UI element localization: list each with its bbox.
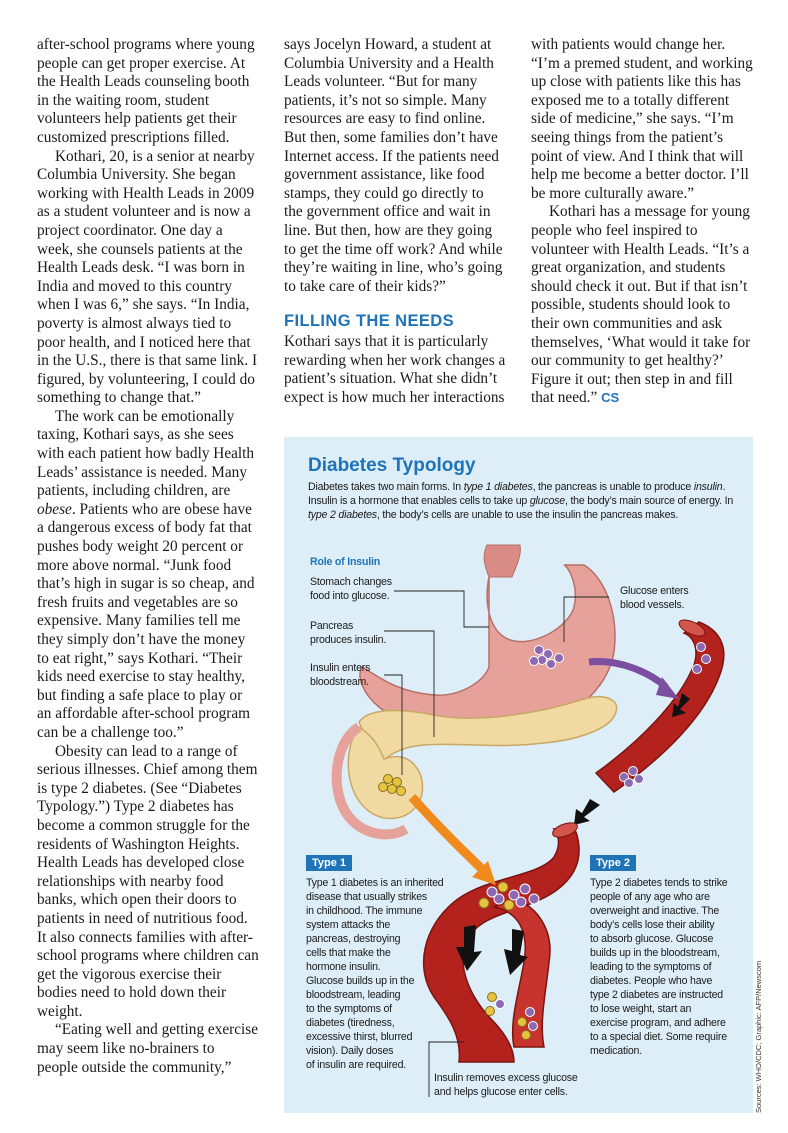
end-mark: CS [601, 390, 620, 406]
infobox-intro [308, 480, 738, 522]
diabetes-infobox [284, 437, 753, 1113]
type1-line: Glucose builds up in the [306, 975, 415, 987]
type1-line: vision). Daily doses [306, 1045, 394, 1057]
paragraph: with patients would change her. “I’m a premed student, and working up close with patients like this has exposed me to a totally different side of medicine,” she says. “I’m seeing things from the patient’s point of view. And I think that will help me become a better doctor. I’ll be more culturally aware.” [531, 36, 753, 202]
type1-line: in childhood. The immune [306, 905, 423, 917]
type2-line: people of any age who are [590, 891, 710, 903]
paragraph: says Jocelyn Howard, a student at Columbia University and a Health Leads volunteer. “But for many patients, it’s not so simple. Many resources are easy to find online. But then, some families don’t have Internet access. If the patients need government assistance, like food stamps, they could go directly to the government office and wait in line. But then, how are they going to get the time off work? And while they’re waiting in line, who’s going to take care of their kids?” [284, 36, 503, 295]
paragraph: Obesity can lead to a range of serious illnesses. Chief among them is type 2 diabetes. (See “Diabetes Typology.”) Type 2 diabetes has become a common struggle for the residents of Washington Heights. Health Leads has developed close relationships with nearby food banks, which open their doors to patients in need of nutritious food. It also connects families with after-school programs where children can get the vigorous exercise their bodies need to hold down their weight. [37, 742, 259, 1020]
type2-line: to lose weight, start an [590, 1003, 692, 1015]
blood-vessel-lower [424, 829, 579, 1062]
italic-term: obese [37, 500, 72, 518]
source-credit: Sources: WHO/CDC; Graphic: AFP/Newscom [754, 960, 763, 1113]
label-line: Glucose enters [620, 585, 689, 597]
type2-description [590, 876, 728, 1058]
label-pancreas [310, 619, 386, 647]
type2-line: builds up in the bloodstream, [590, 947, 720, 959]
type1-line: bloodstream, leading [306, 989, 401, 1001]
text-run: , the body’s main source of energy. In [564, 495, 734, 507]
type2-line: Type 2 diabetes tends to strike [590, 877, 728, 889]
arrow-to-lower-vessel [574, 799, 600, 825]
paragraph [37, 408, 259, 743]
type1-line: excessive thirst, blurred [306, 1031, 413, 1043]
type1-line: disease that usually strikes [306, 891, 427, 903]
paragraph: “Eating well and getting exercise may seem like no-brainers to people outside the community,” [37, 1021, 259, 1076]
type1-description [306, 876, 444, 1072]
paragraph: after-school programs where young people can get proper exercise. At the Health Leads counseling booth in the waiting room, student volunteers help patients get their customized prescriptions filled. [37, 36, 255, 146]
text-run: , the body’s cells are unable to use the insulin the pancreas makes. [376, 509, 679, 521]
arrow-insulin-to-blood [412, 797, 482, 869]
label-insulin-removes [434, 1071, 578, 1099]
type1-line: system attacks the [306, 919, 391, 931]
italic-term: type 2 diabetes [308, 509, 377, 521]
label-line: Insulin removes excess glucose [434, 1072, 578, 1084]
text-run: , the pancreas is unable to produce [532, 481, 694, 493]
label-line: Insulin enters [310, 662, 371, 674]
paragraph: Kothari says that it is particularly rewarding when her work changes a patient’s situation. What she didn’t expect is how much her interactions [284, 332, 506, 406]
label-glucose-enters [620, 584, 688, 612]
label-line: bloodstream. [310, 676, 369, 688]
text-run: Kothari has a message for young people who feel inspired to volunteer with Health Leads. “It’s a great organization, and students should check it out. But if that isn’t possible, students should look to their own communities and ask themselves, ‘What would it take for our community to get healthy?’ Figure it out; then step in and fill that need.” [531, 203, 751, 407]
label-line: and helps glucose enter cells. [434, 1086, 568, 1098]
type2-line: to absorb glucose. Glucose [590, 933, 714, 945]
type2-line: to a special diet. Some require [590, 1031, 727, 1043]
text-run: Diabetes takes two main forms. In [308, 481, 464, 493]
paragraph: Kothari, 20, is a senior at nearby Columbia University. She began working with Health Leads in 2009 as a student volunteer and is now a project coordinator. One day a week, she counsels patients at the Health Leads desk. “I was born in India and moved to this country when I was 6,” she says. “In India, poverty is almost always tied to poor health, and I noticed here that in the U.S., there is that same link. I figured, by volunteering, I could do something to change that.” [37, 147, 258, 407]
type2-line: type 2 diabetes are instructed [590, 989, 723, 1001]
italic-term: type 1 diabetes [463, 481, 533, 493]
label-line: blood vessels. [620, 599, 685, 611]
type1-line: of insulin are required. [306, 1059, 407, 1071]
section-heading: FILLING THE NEEDS [284, 312, 454, 331]
label-insulin-enters [310, 661, 370, 689]
type1-line: pancreas, destroying [306, 933, 401, 945]
article-column-2 [284, 36, 506, 407]
type1-line: Type 1 diabetes is an inherited [306, 877, 444, 889]
type1-line: diabetes (tiredness, [306, 1017, 395, 1029]
text-run: The work can be emotionally taxing, Kothari says, as she sees with each patient how badly Health Leads’ assistance is needed. Many patients, including children, are [37, 407, 255, 500]
label-line: Stomach changes [310, 576, 392, 588]
italic-term: glucose [529, 495, 565, 507]
type2-tag: Type 2 [590, 855, 636, 871]
text-run: . Patients who are obese have a dangerous excess of body fat that pushes body weight 20 percent or more above normal. “Junk food that’s high in sugar is so cheap, and fresh fruits and vegetables are so expensive. Many families tell me they simply don’t have the money to eat right,” says Kothari. “Their kids need exercise to stay healthy, but finding a safe place to play or an affordable after-school program can be a challenge too.” [37, 500, 255, 741]
type2-line: leading to the symptoms of [590, 961, 712, 973]
italic-term: insulin [693, 481, 723, 493]
type2-line: body’s cells lose their ability [590, 919, 715, 931]
article-column-1 [37, 36, 259, 1077]
type1-tag: Type 1 [306, 855, 352, 871]
label-line: Pancreas [310, 620, 354, 632]
type2-line: overweight and inactive. The [590, 905, 720, 917]
article-column-3 [531, 36, 753, 408]
label-line: produces insulin. [310, 634, 387, 646]
paragraph [531, 203, 753, 408]
text-run: . Insulin is a hormone that enables cells to take up [308, 481, 726, 507]
infobox-title: Diabetes Typology [308, 455, 476, 476]
type1-line: hormone insulin. [306, 961, 381, 973]
role-of-insulin-heading: Role of Insulin [310, 556, 380, 568]
type2-line: exercise program, and adhere [590, 1017, 726, 1029]
label-line: food into glucose. [310, 590, 390, 602]
type1-line: cells that make the [306, 947, 391, 959]
type2-line: diabetes. People who have [590, 975, 713, 987]
label-stomach [310, 575, 392, 603]
esophagus-shape [484, 545, 520, 577]
type2-line: medication. [590, 1045, 642, 1057]
type1-line: to the symptoms of [306, 1003, 392, 1015]
